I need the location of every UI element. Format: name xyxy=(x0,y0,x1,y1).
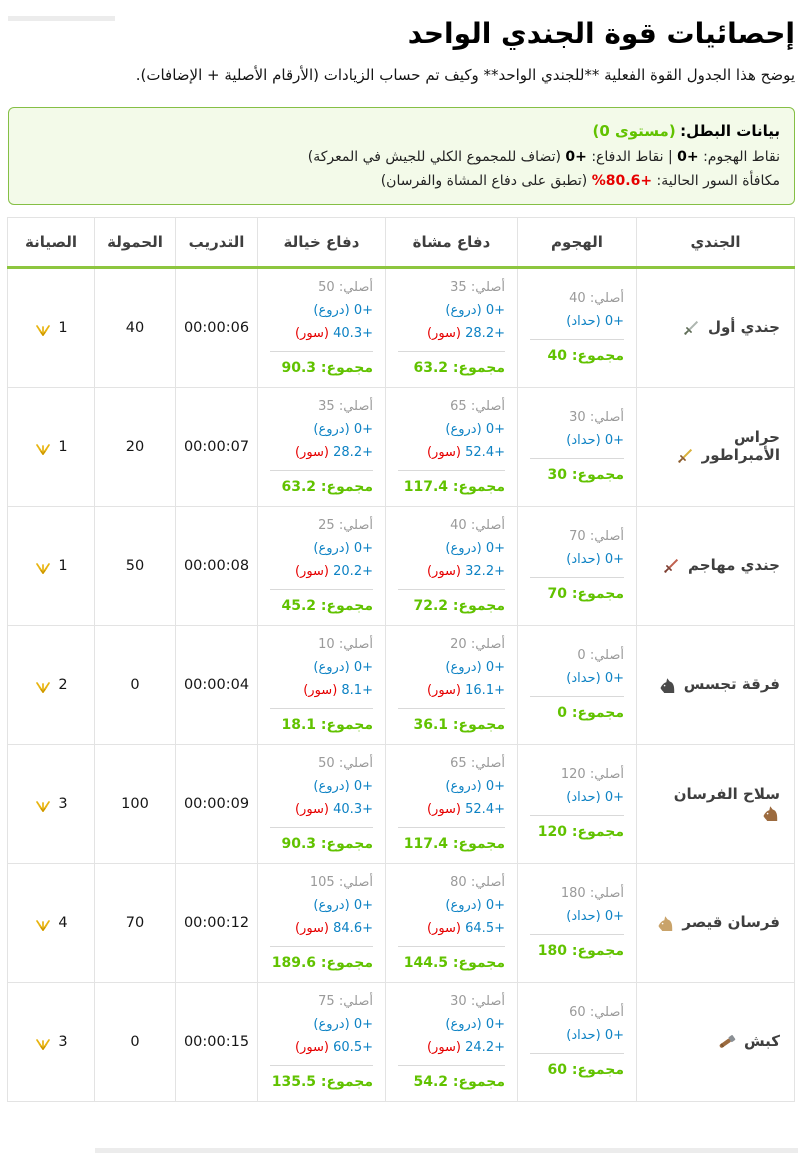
upkeep-value: 1 xyxy=(58,438,68,455)
wall-bonus-value: +8.1 xyxy=(341,682,373,698)
attack-cell xyxy=(518,387,637,506)
armor-bonus-line: +0 (دروع) xyxy=(445,897,505,913)
table-row xyxy=(8,267,795,387)
hero-wall-note: (تطبق على دفاع المشاة والفرسان) xyxy=(380,173,588,189)
cavalry-defense-cell xyxy=(258,625,386,744)
hero-wall-label: مكافأة السور الحالية: xyxy=(656,173,780,189)
armor-bonus-line: +0 (دروع) xyxy=(445,778,505,794)
total-value-line: مجموع: 144.5 xyxy=(398,946,505,973)
ram-icon xyxy=(717,1032,737,1050)
armor-bonus-line: +0 (دروع) xyxy=(445,421,505,437)
units-table-body xyxy=(8,267,795,1101)
wheat-icon xyxy=(34,677,52,693)
base-value-line: أصلي: 120 xyxy=(560,767,624,782)
column-header-soldier: الجندي xyxy=(637,217,795,267)
wall-bonus-suffix: (سور) xyxy=(294,563,334,579)
total-value-line: مجموع: 72.2 xyxy=(398,589,505,616)
red-sword-icon xyxy=(661,556,681,574)
total-value-line: مجموع: 18.1 xyxy=(270,708,373,735)
base-value-line: أصلي: 20 xyxy=(450,636,505,652)
total-value-line: مجموع: 117.4 xyxy=(398,827,505,854)
base-value-line: أصلي: 75 xyxy=(318,993,373,1009)
page-title: إحصائيات قوة الجندي الواحد xyxy=(407,17,795,50)
cutoff-bottom-strip xyxy=(95,1148,798,1153)
wall-bonus-suffix: (سور) xyxy=(294,325,334,341)
wall-bonus-value: +20.2 xyxy=(333,563,373,579)
base-value-line: أصلي: 180 xyxy=(560,886,624,901)
page-description: يوضح هذا الجدول القوة الفعلية **للجندي الواحد** وكيف تم حساب الزيادات (الأرقام الأصلية + الإضافات). xyxy=(135,66,795,84)
attack-cell xyxy=(518,506,637,625)
wheat-icon xyxy=(34,558,52,574)
wall-bonus-value: +28.2 xyxy=(465,325,505,341)
unit-name: جندي مهاجم xyxy=(688,556,780,574)
wall-bonus-line xyxy=(270,324,373,343)
upkeep-value: 2 xyxy=(58,676,68,693)
wall-bonus-line xyxy=(270,443,373,462)
wall-bonus-value: +84.6 xyxy=(333,920,373,936)
total-value-line: مجموع: 36.1 xyxy=(398,708,505,735)
wall-bonus-value: +24.2 xyxy=(465,1039,505,1055)
wall-bonus-suffix: (سور) xyxy=(426,444,466,460)
table-row xyxy=(8,506,795,625)
total-value-line: مجموع: 63.2 xyxy=(398,351,505,378)
unit-name-cell xyxy=(637,863,795,982)
cavalry-defense-cell xyxy=(258,387,386,506)
unit-name-cell xyxy=(637,387,795,506)
smith-bonus-line: +0 (حداد) xyxy=(566,314,624,329)
base-value-line: أصلي: 70 xyxy=(569,529,624,544)
training-time-cell: 00:00:06 xyxy=(176,267,258,387)
armor-bonus-line: +0 (دروع) xyxy=(313,1016,373,1032)
base-value-line: أصلي: 40 xyxy=(569,291,624,306)
upkeep-value: 1 xyxy=(58,319,68,336)
smith-bonus-line: +0 (حداد) xyxy=(566,790,624,805)
wall-bonus-value: +32.2 xyxy=(465,563,505,579)
wall-bonus-value: +40.3 xyxy=(333,801,373,817)
column-header-cavalry-defense: دفاع خيالة xyxy=(258,217,386,267)
total-value-line: مجموع: 60 xyxy=(530,1053,624,1080)
capacity-cell: 0 xyxy=(95,625,176,744)
wall-bonus-line xyxy=(270,800,373,819)
infantry-defense-cell xyxy=(386,744,518,863)
hero-level: (مستوى 0) xyxy=(592,122,676,140)
capacity-cell: 70 xyxy=(95,863,176,982)
hero-defense-value: +0 xyxy=(565,148,587,165)
training-time-cell: 00:00:15 xyxy=(176,982,258,1101)
base-value-line: أصلي: 35 xyxy=(450,279,505,295)
infantry-defense-cell xyxy=(386,387,518,506)
armor-bonus-line: +0 (دروع) xyxy=(313,897,373,913)
unit-name: فرسان قيصر xyxy=(682,913,780,931)
hero-wall-line xyxy=(23,169,780,194)
wall-bonus-value: +16.1 xyxy=(465,682,505,698)
armor-bonus-line: +0 (دروع) xyxy=(445,659,505,675)
wall-bonus-suffix: (سور) xyxy=(426,1039,466,1055)
dark-horse-icon xyxy=(657,675,677,693)
base-value-line: أصلي: 50 xyxy=(318,755,373,771)
wall-bonus-suffix: (سور) xyxy=(294,920,334,936)
total-value-line: مجموع: 30 xyxy=(530,458,624,485)
base-value-line: أصلي: 25 xyxy=(318,517,373,533)
unit-name-cell xyxy=(637,744,795,863)
training-time-cell: 00:00:08 xyxy=(176,506,258,625)
total-value-line: مجموع: 0 xyxy=(530,696,624,723)
upkeep-cell xyxy=(8,625,95,744)
brown-horse-icon xyxy=(760,803,780,821)
total-value-line: مجموع: 120 xyxy=(530,815,624,842)
upkeep-value: 4 xyxy=(58,914,68,931)
armor-bonus-line: +0 (دروع) xyxy=(445,1016,505,1032)
capacity-cell: 20 xyxy=(95,387,176,506)
wall-bonus-line xyxy=(398,919,505,938)
hero-points-line xyxy=(23,145,780,170)
upkeep-cell xyxy=(8,387,95,506)
wall-bonus-suffix: (سور) xyxy=(303,682,342,698)
cavalry-defense-cell xyxy=(258,506,386,625)
unit-name-cell xyxy=(637,267,795,387)
total-value-line: مجموع: 117.4 xyxy=(398,470,505,497)
hero-info-box xyxy=(8,107,795,205)
total-value-line: مجموع: 135.5 xyxy=(270,1065,373,1092)
unit-name: كبش xyxy=(743,1032,780,1050)
base-value-line: أصلي: 40 xyxy=(450,517,505,533)
smith-bonus-line: +0 (حداد) xyxy=(566,433,624,448)
armor-bonus-line: +0 (دروع) xyxy=(313,778,373,794)
cavalry-defense-cell xyxy=(258,863,386,982)
table-header-row xyxy=(8,217,795,267)
wall-bonus-value: +40.3 xyxy=(333,325,373,341)
base-value-line: أصلي: 30 xyxy=(450,993,505,1009)
gray-sword-icon xyxy=(681,318,701,336)
attack-cell xyxy=(518,744,637,863)
infantry-defense-cell xyxy=(386,863,518,982)
unit-name-cell xyxy=(637,625,795,744)
wall-bonus-suffix: (سور) xyxy=(294,801,334,817)
armor-bonus-line: +0 (دروع) xyxy=(313,421,373,437)
armor-bonus-line: +0 (دروع) xyxy=(445,540,505,556)
base-value-line: أصلي: 50 xyxy=(318,279,373,295)
armor-bonus-line: +0 (دروع) xyxy=(445,302,505,318)
wall-bonus-line xyxy=(270,919,373,938)
hero-defense-label: نقاط الدفاع: xyxy=(591,148,664,165)
capacity-cell: 100 xyxy=(95,744,176,863)
upkeep-value: 3 xyxy=(58,795,68,812)
smith-bonus-line: +0 (حداد) xyxy=(566,552,624,567)
wall-bonus-suffix: (سور) xyxy=(294,1039,334,1055)
table-row xyxy=(8,744,795,863)
base-value-line: أصلي: 65 xyxy=(450,755,505,771)
hero-wall-value: +80.6% xyxy=(591,173,653,189)
wall-bonus-value: +28.2 xyxy=(333,444,373,460)
attack-cell xyxy=(518,982,637,1101)
column-header-infantry-defense: دفاع مشاة xyxy=(386,217,518,267)
upkeep-cell xyxy=(8,982,95,1101)
column-header-training: التدريب xyxy=(176,217,258,267)
base-value-line: أصلي: 60 xyxy=(569,1005,624,1020)
wall-bonus-suffix: (سور) xyxy=(294,444,334,460)
wall-bonus-line xyxy=(398,324,505,343)
total-value-line: مجموع: 90.3 xyxy=(270,827,373,854)
wall-bonus-value: +60.5 xyxy=(333,1039,373,1055)
cavalry-defense-cell xyxy=(258,744,386,863)
total-value-line: مجموع: 90.3 xyxy=(270,351,373,378)
upkeep-cell xyxy=(8,863,95,982)
wall-bonus-value: +52.4 xyxy=(465,444,505,460)
base-value-line: أصلي: 30 xyxy=(569,410,624,425)
wall-bonus-suffix: (سور) xyxy=(426,563,466,579)
total-value-line: مجموع: 54.2 xyxy=(398,1065,505,1092)
wall-bonus-line xyxy=(398,1038,505,1057)
wall-bonus-line xyxy=(270,681,373,700)
infantry-defense-cell xyxy=(386,625,518,744)
wall-bonus-line xyxy=(398,681,505,700)
training-time-cell: 00:00:07 xyxy=(176,387,258,506)
armor-bonus-line: +0 (دروع) xyxy=(313,659,373,675)
base-value-line: أصلي: 80 xyxy=(450,874,505,890)
hero-heading: بيانات البطل: xyxy=(680,122,780,140)
total-value-line: مجموع: 189.6 xyxy=(270,946,373,973)
base-value-line: أصلي: 105 xyxy=(309,874,373,890)
total-value-line: مجموع: 45.2 xyxy=(270,589,373,616)
table-row xyxy=(8,625,795,744)
wheat-icon xyxy=(34,915,52,931)
infantry-defense-cell xyxy=(386,267,518,387)
unit-name-cell xyxy=(637,982,795,1101)
training-time-cell: 00:00:04 xyxy=(176,625,258,744)
total-value-line: مجموع: 40 xyxy=(530,339,624,366)
capacity-cell: 50 xyxy=(95,506,176,625)
wall-bonus-suffix: (سور) xyxy=(426,325,466,341)
training-time-cell: 00:00:12 xyxy=(176,863,258,982)
upkeep-cell xyxy=(8,744,95,863)
base-value-line: أصلي: 0 xyxy=(577,648,624,663)
capacity-cell: 0 xyxy=(95,982,176,1101)
smith-bonus-line: +0 (حداد) xyxy=(566,1028,624,1043)
total-value-line: مجموع: 63.2 xyxy=(270,470,373,497)
smith-bonus-line: +0 (حداد) xyxy=(566,909,624,924)
unit-name-cell xyxy=(637,506,795,625)
unit-name: فرقة تجسس xyxy=(683,675,780,693)
wall-bonus-suffix: (سور) xyxy=(426,682,466,698)
base-value-line: أصلي: 10 xyxy=(318,636,373,652)
hero-divider: | xyxy=(667,148,673,165)
wall-bonus-value: +64.5 xyxy=(465,920,505,936)
hero-defense-note: (تضاف للمجموع الكلي للجيش في المعركة) xyxy=(307,148,561,165)
hero-attack-value: +0 xyxy=(677,148,699,165)
wall-bonus-line xyxy=(270,1038,373,1057)
table-row xyxy=(8,387,795,506)
column-header-attack: الهجوم xyxy=(518,217,637,267)
upkeep-value: 3 xyxy=(58,1033,68,1050)
gold-sword-icon xyxy=(675,446,695,464)
unit-name: حراس الأمبراطور xyxy=(701,427,780,464)
cutoff-top-strip xyxy=(8,16,115,21)
wall-bonus-value: +52.4 xyxy=(465,801,505,817)
base-value-line: أصلي: 65 xyxy=(450,398,505,414)
upkeep-cell xyxy=(8,267,95,387)
wall-bonus-line xyxy=(398,562,505,581)
attack-cell xyxy=(518,267,637,387)
armor-bonus-line: +0 (دروع) xyxy=(313,540,373,556)
upkeep-cell xyxy=(8,506,95,625)
table-row xyxy=(8,982,795,1101)
wheat-icon xyxy=(34,796,52,812)
column-header-capacity: الحمولة xyxy=(95,217,176,267)
cavalry-defense-cell xyxy=(258,267,386,387)
smith-bonus-line: +0 (حداد) xyxy=(566,671,624,686)
unit-name: جندي أول xyxy=(707,318,780,336)
wheat-icon xyxy=(34,1034,52,1050)
total-value-line: مجموع: 180 xyxy=(530,934,624,961)
attack-cell xyxy=(518,625,637,744)
wall-bonus-suffix: (سور) xyxy=(426,801,466,817)
attack-cell xyxy=(518,863,637,982)
unit-name: سلاح الفرسان xyxy=(673,784,780,803)
wall-bonus-line xyxy=(270,562,373,581)
stats-popup xyxy=(0,16,803,1102)
column-header-upkeep: الصيانة xyxy=(8,217,95,267)
hero-heading-line xyxy=(23,118,780,145)
wheat-icon xyxy=(34,439,52,455)
hero-attack-label: نقاط الهجوم: xyxy=(703,148,780,165)
infantry-defense-cell xyxy=(386,506,518,625)
cavalry-defense-cell xyxy=(258,982,386,1101)
wall-bonus-line xyxy=(398,443,505,462)
infantry-defense-cell xyxy=(386,982,518,1101)
upkeep-value: 1 xyxy=(58,557,68,574)
wheat-icon xyxy=(34,320,52,336)
training-time-cell: 00:00:09 xyxy=(176,744,258,863)
wall-bonus-suffix: (سور) xyxy=(426,920,466,936)
table-row xyxy=(8,863,795,982)
total-value-line: مجموع: 70 xyxy=(530,577,624,604)
base-value-line: أصلي: 35 xyxy=(318,398,373,414)
light-horse-icon xyxy=(655,913,675,931)
units-stats-table xyxy=(7,217,795,1102)
capacity-cell: 40 xyxy=(95,267,176,387)
wall-bonus-line xyxy=(398,800,505,819)
armor-bonus-line: +0 (دروع) xyxy=(313,302,373,318)
